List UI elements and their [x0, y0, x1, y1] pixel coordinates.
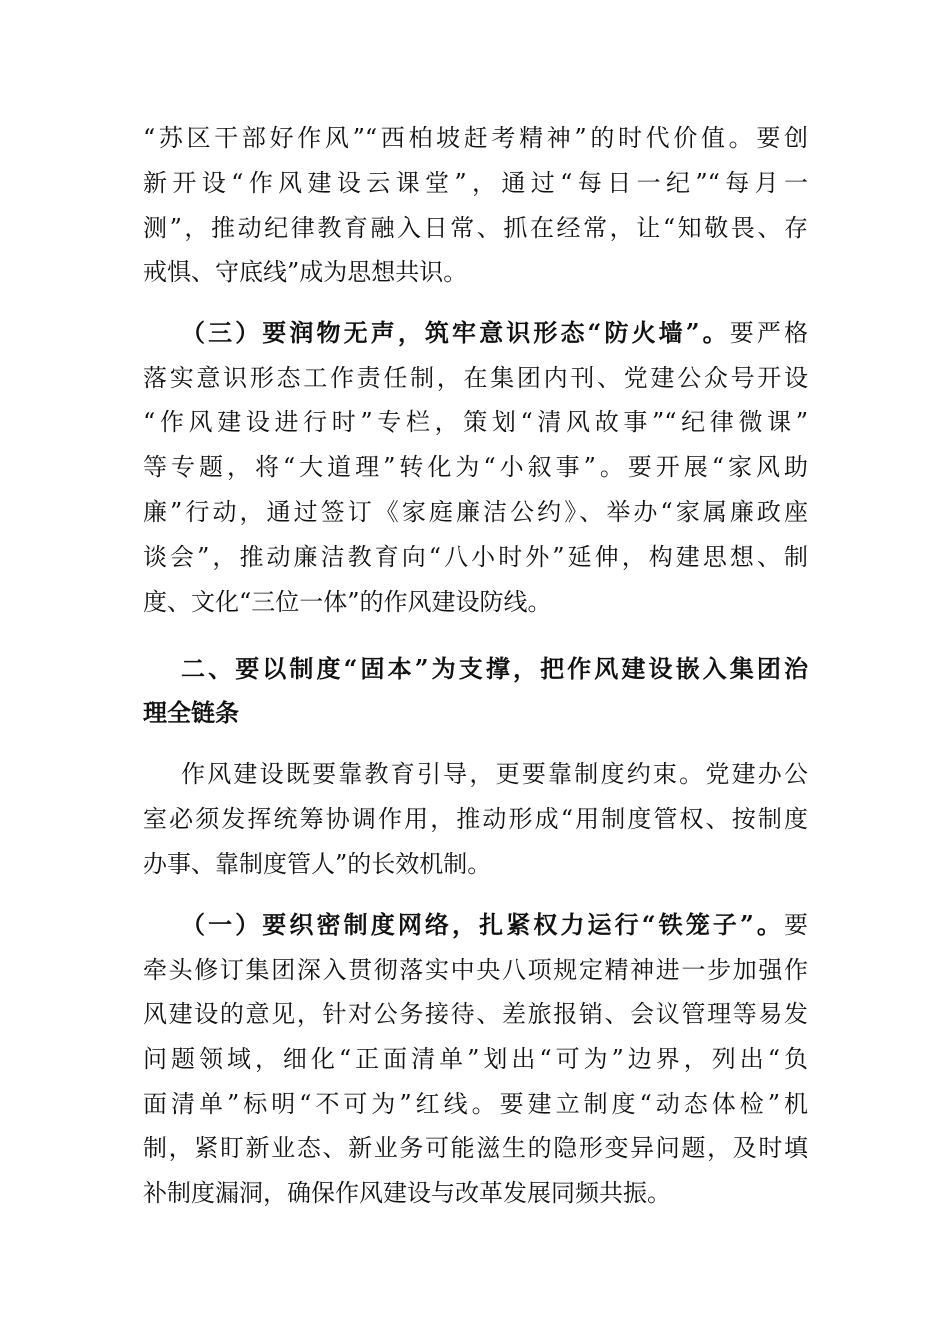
body-text: 牵头修订集团深入贯彻落实中央八项规定精神进一步加强作	[143, 956, 808, 984]
text-line	[143, 536, 808, 578]
body-text: 补制度漏洞，确保作风建设与改革发展同频共振。	[143, 1179, 671, 1207]
text-line	[143, 117, 808, 159]
text-line	[143, 581, 808, 623]
bold-lead-text: 理全链条	[143, 698, 239, 727]
bold-lead-text: （一）要织密制度网络，扎紧权力运行“铁笼子”。	[181, 910, 784, 939]
body-text: 要	[784, 911, 808, 939]
bold-lead-text: （三）要润物无声，筑牢意识形态“防火墙”。	[181, 318, 730, 347]
body-text: 办事、靠制度管人”的长效机制。	[143, 850, 492, 878]
body-text: 面清单”标明“不可为”红线。要建立制度“动态体检”机	[143, 1090, 808, 1118]
text-line	[143, 993, 808, 1035]
text-line	[181, 312, 808, 354]
body-text: 作风建设既要靠教育引导，更要靠制度约束。党建办公	[181, 760, 808, 788]
text-line	[143, 843, 808, 885]
body-text: 新开设“作风建设云课堂”，通过“每日一纪”“每月一	[143, 169, 808, 197]
body-text: “作风建设进行时”专栏，策划“清风故事”“纪律微课”	[143, 408, 808, 436]
body-text: 等专题，将“大道理”转化为“小叙事”。要开展“家风助	[143, 453, 808, 481]
bold-lead-text: 二、要以制度“固本”为支撑，把作风建设嵌入集团治	[181, 654, 808, 683]
text-line	[181, 904, 808, 946]
text-line	[143, 207, 808, 249]
text-line	[143, 1083, 808, 1125]
body-text: 落实意识形态工作责任制，在集团内刊、党建公众号开设	[143, 364, 808, 392]
text-line	[143, 162, 808, 204]
body-text: “苏区干部好作风”“西柏坡赶考精神”的时代价值。要创	[143, 124, 808, 152]
text-line	[143, 491, 808, 533]
text-line	[143, 692, 808, 734]
body-text: 风建设的意见，针对公务接待、差旅报销、会议管理等易发	[143, 1000, 808, 1028]
body-text: 谈会”，推动廉洁教育向“八小时外”延伸，构建思想、制	[143, 543, 808, 571]
body-text: 度、文化“三位一体”的作风建设防线。	[143, 588, 552, 616]
text-line	[143, 357, 808, 399]
body-text: 要严格	[729, 319, 809, 347]
body-text: 戒惧、守底线”成为思想共识。	[143, 258, 468, 286]
text-line	[143, 1172, 808, 1214]
text-line	[143, 1127, 808, 1169]
text-line	[181, 753, 808, 795]
text-line	[181, 648, 808, 690]
body-text: 制，紧盯新业态、新业务可能滋生的隐形变异问题，及时填	[143, 1134, 808, 1162]
text-line	[143, 1038, 808, 1080]
body-text: 问题领域，细化“正面清单”划出“可为”边界，列出“负	[143, 1045, 808, 1073]
body-text: 室必须发挥统筹协调作用，推动形成“用制度管权、按制度	[143, 805, 808, 833]
body-text: 廉”行动，通过签订《家庭廉洁公约》、举办“家属廉政座	[143, 498, 808, 526]
text-line	[143, 251, 808, 293]
text-line	[143, 401, 808, 443]
text-line	[143, 446, 808, 488]
body-text: 测”，推动纪律教育融入日常、抓在经常，让“知敬畏、存	[143, 214, 808, 242]
text-line	[143, 949, 808, 991]
text-line	[143, 798, 808, 840]
